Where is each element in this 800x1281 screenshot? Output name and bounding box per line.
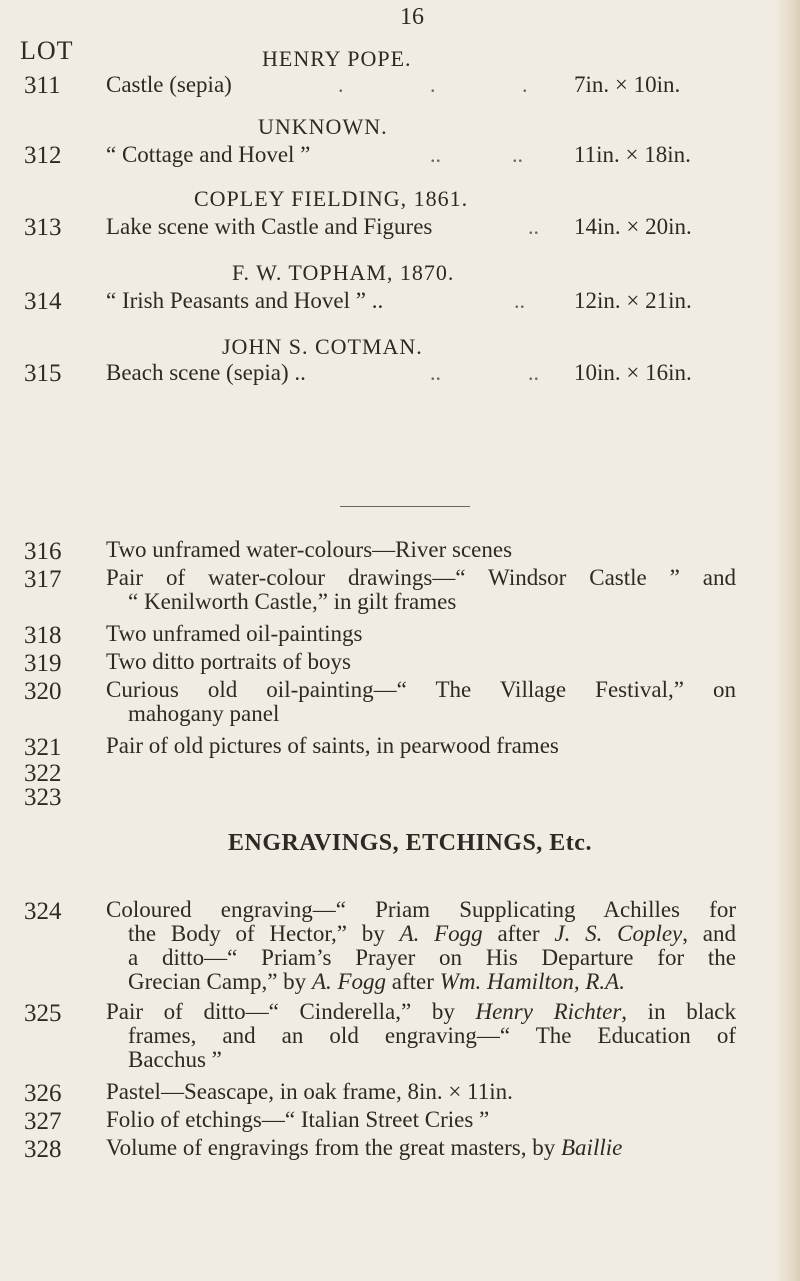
description-line: Pair of old pictures of saints, in pearwood frames: [106, 733, 559, 758]
lot-number: 316: [24, 538, 62, 565]
lot-number: 319: [24, 650, 62, 677]
text-run: Folio of etchings—“ Italian Street Cries ”: [106, 1107, 490, 1132]
lot-description: [106, 898, 736, 994]
description-line: [106, 1080, 736, 1104]
artist-heading: UNKNOWN.: [258, 114, 388, 139]
lot-number: 327: [24, 1108, 62, 1135]
lot-description: [106, 622, 736, 646]
lot-number: 317: [24, 566, 62, 593]
leader-dots: ..: [528, 360, 539, 385]
lot-description: [106, 1000, 736, 1072]
lot-number: 314: [24, 288, 62, 315]
italic-name: Baillie: [561, 1135, 623, 1160]
artist-heading: JOHN S. COTMAN.: [222, 334, 423, 359]
description-line: [106, 1048, 736, 1072]
lot-dimensions: 14in. × 20in.: [574, 214, 692, 239]
description-line: Two ditto portraits of boys: [106, 649, 351, 674]
lot-number: 318: [24, 622, 62, 649]
leader-dots: ..: [430, 360, 441, 385]
text-run: Pair of ditto—“ Cinderella,” by: [106, 999, 476, 1024]
leader-dots: .: [522, 72, 528, 97]
lot-number: 323: [24, 784, 62, 811]
lot-description: [106, 734, 736, 758]
text-run: frames, and an old engraving—“ The Education of: [128, 1023, 736, 1048]
lot-number: 328: [24, 1136, 62, 1163]
description-line: [106, 1136, 736, 1160]
italic-name: J. S. Copley: [554, 921, 683, 946]
description-line: Curious old oil-painting—“ The Village Festival,” on: [106, 677, 736, 702]
description-line: [106, 970, 736, 994]
description-line: [106, 922, 736, 946]
lot-title: Beach scene (sepia) ..: [106, 360, 306, 385]
leader-dots: ..: [528, 214, 539, 239]
lot-dimensions: 10in. × 16in.: [574, 360, 692, 385]
lot-number: 315: [24, 360, 62, 387]
italic-name: Henry Richter: [475, 999, 622, 1024]
description-line: Two unframed oil-paintings: [106, 621, 363, 646]
leader-dots: ..: [430, 142, 441, 167]
description-line: [106, 1000, 736, 1024]
lot-description: [106, 678, 736, 726]
text-run: Pastel—Seascape, in oak frame, 8in. × 11in.: [106, 1079, 513, 1104]
artist-heading: COPLEY FIELDING, 1861.: [194, 186, 469, 211]
lot-number: 320: [24, 678, 62, 705]
artist-heading: F. W. TOPHAM, 1870.: [232, 260, 455, 285]
lot-description: [106, 566, 736, 614]
leader-dots: ..: [514, 288, 525, 313]
description-line: [106, 898, 736, 922]
description-line: “ Kenilworth Castle,” in gilt frames: [128, 589, 457, 614]
section-divider: [340, 506, 470, 507]
lot-column-header: LOT: [20, 36, 74, 65]
text-run: after: [482, 921, 555, 946]
description-line: [106, 1108, 736, 1132]
artist-heading: HENRY POPE.: [262, 46, 412, 71]
lot-title: Castle (sepia): [106, 72, 232, 97]
description-line: mahogany panel: [128, 701, 280, 726]
italic-name: Wm. Hamilton, R.A.: [439, 969, 625, 994]
description-line: [106, 946, 736, 970]
lot-dimensions: 12in. × 21in.: [574, 288, 692, 313]
text-run: the Body of Hector,” by: [128, 921, 400, 946]
text-run: Grecian Camp,” by: [128, 969, 312, 994]
page-number: 16: [400, 4, 424, 30]
leader-dots: .: [338, 72, 344, 97]
text-run: after: [386, 969, 440, 994]
lot-number: 325: [24, 1000, 62, 1027]
text-run: Bacchus ”: [128, 1047, 222, 1072]
lot-description: [106, 538, 736, 562]
description-line: [106, 1024, 736, 1048]
leader-dots: .: [430, 72, 436, 97]
lot-description: [106, 1080, 736, 1104]
page-edge: [774, 0, 800, 1281]
lot-number: 326: [24, 1080, 62, 1107]
lot-description: [106, 1108, 736, 1132]
lot-description: [106, 1136, 736, 1160]
lot-dimensions: 11in. × 18in.: [574, 142, 691, 167]
text-run: a ditto—“ Priam’s Prayer on His Departure for the: [128, 945, 736, 970]
lot-number: 324: [24, 898, 62, 925]
text-run: , in black: [621, 999, 736, 1024]
lot-number: 313: [24, 214, 62, 241]
italic-name: A. Fogg: [311, 969, 387, 994]
description-line: Pair of water-colour drawings—“ Windsor Castle ” and: [106, 565, 736, 590]
lot-number: 312: [24, 142, 62, 169]
lot-description: [106, 650, 736, 674]
italic-name: A. Fogg: [399, 921, 483, 946]
lot-number: 321: [24, 734, 62, 761]
lot-number: 311: [24, 72, 61, 99]
text-run: Volume of engravings from the great masters, by: [106, 1135, 561, 1160]
text-run: , and: [682, 921, 736, 946]
lot-number: 322: [24, 760, 62, 787]
section-heading: ENGRAVINGS, ETCHINGS, Etc.: [228, 830, 592, 856]
lot-title: “ Cottage and Hovel ”: [106, 142, 311, 167]
description-line: Two unframed water-colours—River scenes: [106, 537, 513, 562]
lot-title: Lake scene with Castle and Figures: [106, 214, 433, 239]
lot-title: “ Irish Peasants and Hovel ” ..: [106, 288, 384, 313]
leader-dots: ..: [512, 142, 523, 167]
text-run: Coloured engraving—“ Priam Supplicating Achilles for: [106, 897, 736, 922]
lot-dimensions: 7in. × 10in.: [574, 72, 681, 97]
